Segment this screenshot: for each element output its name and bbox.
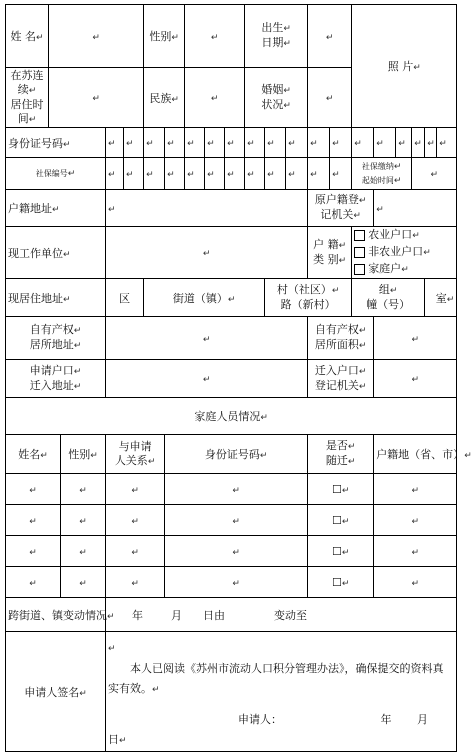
social-digit-box[interactable]: ↵ [308,158,330,190]
family-name-cell[interactable]: ↵ [6,474,61,505]
family-row [6,536,457,567]
family-relation-cell[interactable]: ↵ [106,567,165,598]
family-name-cell[interactable]: ↵ [6,505,61,536]
family-row [6,474,457,505]
declaration-box[interactable]: ↵ 本人已阅读《苏州市流动人口积分管理办法》，确保提交的资料真实有效。↵ 申请人： 年 月 日↵ [106,632,457,752]
original-registration-field[interactable]: ↵ [374,190,457,227]
family-household-header: 户籍地（省、市）↵ [374,435,457,474]
family-name-cell[interactable]: ↵ [6,567,61,598]
id-digit-box[interactable]: ↵ [124,128,144,158]
district-label: 区 [106,279,144,317]
social-digit-box[interactable]: ↵ [144,158,165,190]
move-authority-label: 迁入户口↵ 登记机关↵ [308,360,374,398]
id-digit-box[interactable]: ↵ [225,128,245,158]
residence-time-field[interactable]: ↵ [49,68,144,128]
gender-field[interactable]: ↵ [185,5,245,68]
family-follow-checkbox[interactable]: ☐↵ [308,567,374,598]
signature-line: 申请人： 年 月 [238,713,429,726]
family-follow-checkbox[interactable]: ☐↵ [308,536,374,567]
property-area-label: 自有产权↵ 居所面积↵ [308,317,374,360]
family-gender-cell[interactable]: ↵ [61,474,106,505]
id-digit-box[interactable]: ↵ [265,128,286,158]
family-id-cell[interactable]: ↵ [165,474,308,505]
id-digit-box[interactable]: ↵ [437,128,457,158]
id-digit-box[interactable]: ↵ [396,128,412,158]
family-household-cell[interactable]: ↵ [374,474,457,505]
id-digit-box[interactable]: ↵ [308,128,330,158]
name-label: 姓 名↵ [6,5,49,68]
village-label: 村（社区）↵ 路（新村） [265,279,352,317]
current-address-label: 现居住地址↵ [6,279,106,317]
move-address-field[interactable]: ↵ [106,360,308,398]
id-digit-box[interactable]: ↵ [245,128,265,158]
checkbox-icon[interactable] [354,247,365,258]
marital-field[interactable]: ↵ [308,68,352,128]
family-follow-checkbox[interactable]: ☐↵ [308,474,374,505]
ethnicity-label: 民族↵ [144,68,185,128]
id-digit-box[interactable]: ↵ [352,128,374,158]
residence-time-label: 在苏连续↵ 居住时间↵ [6,68,49,128]
social-digit-box[interactable]: ↵ [165,158,185,190]
social-digit-box[interactable]: ↵ [205,158,225,190]
id-number-label: 身份证号码↵ [6,128,106,158]
original-registration-label: 原户籍登↵ 记机关↵ [308,190,374,227]
family-relation-cell[interactable]: ↵ [106,474,165,505]
unit-label: 组↵ 幢（号） [352,279,425,317]
social-security-label: 社保编号↵ [6,158,106,190]
social-digit-box[interactable]: ↵ [245,158,265,190]
birth-label: 出生↵ 日期↵ [245,5,308,68]
family-gender-cell[interactable]: ↵ [61,567,106,598]
family-relation-header: 与申请 人关系↵ [106,435,165,474]
declaration-text: 本人已阅读《苏州市流动人口积分管理办法》，确保提交的资料真实有效。↵ [108,662,444,695]
social-digit-box[interactable]: ↵ [286,158,308,190]
id-digit-box[interactable]: ↵ [412,128,425,158]
family-row [6,505,457,536]
household-address-field[interactable]: ↵ [106,190,308,227]
own-property-address-field[interactable]: ↵ [106,317,308,360]
workplace-field[interactable]: ↵ [106,227,308,279]
id-digit-box[interactable]: ↵ [205,128,225,158]
workplace-label: 现工作单位↵ [6,227,106,279]
id-digit-box[interactable]: ↵ [144,128,165,158]
property-area-field[interactable]: ↵ [374,317,457,360]
social-digit-box[interactable]: ↵ [330,158,352,190]
signature-day: 日↵ [108,733,127,746]
street-label: 街道（镇）↵ [144,279,265,317]
family-relation-cell[interactable]: ↵ [106,536,165,567]
photo-box: 照 片↵ [352,5,457,128]
social-payment-field[interactable]: ↵ [412,158,457,190]
family-gender-cell[interactable]: ↵ [61,536,106,567]
move-authority-field[interactable]: ↵ [374,360,457,398]
application-form [5,4,472,752]
family-gender-header: 性别↵ [61,435,106,474]
id-digit-box[interactable]: ↵ [165,128,185,158]
household-address-label: 户籍地址↵ [6,190,106,227]
family-id-header: 身份证号码↵ [165,435,308,474]
option-family-household[interactable]: 家庭户↵ [354,261,454,278]
change-label: 跨街道、镇变动情况↵ [6,598,106,632]
move-address-label: 申请户口↵ 迁入地址↵ [6,360,106,398]
own-property-address-label: 自有产权↵ 居所地址↵ [6,317,106,360]
social-digit-box[interactable]: ↵ [106,158,124,190]
option-agricultural[interactable]: 农业户口↵ [354,227,454,244]
family-name-header: 姓名↵ [6,435,61,474]
family-follow-checkbox[interactable]: ☐↵ [308,505,374,536]
family-gender-cell[interactable]: ↵ [61,505,106,536]
family-relation-cell[interactable]: ↵ [106,505,165,536]
id-digit-box[interactable]: ↵ [106,128,124,158]
checkbox-icon[interactable] [354,264,365,275]
social-digit-box[interactable]: ↵ [265,158,286,190]
id-digit-box[interactable]: ↵ [286,128,308,158]
checkbox-icon[interactable] [354,230,365,241]
family-id-cell[interactable]: ↵ [165,536,308,567]
id-digit-box[interactable]: ↵ [374,128,396,158]
gender-label: 性别↵ [144,5,185,68]
family-household-cell[interactable]: ↵ [374,505,457,536]
social-digit-box[interactable]: ↵ [185,158,205,190]
family-name-cell[interactable]: ↵ [6,536,61,567]
household-type-options [352,227,457,279]
social-digit-box[interactable]: ↵ [225,158,245,190]
family-household-cell[interactable]: ↵ [374,536,457,567]
ethnicity-field[interactable]: ↵ [185,68,245,128]
id-digit-box[interactable]: ↵ [425,128,437,158]
social-payment-label: 社保缴纳↵ 起始时间↵ [352,158,412,190]
id-digit-box[interactable]: ↵ [330,128,352,158]
family-section-title: 家庭人员情况↵ [6,398,457,435]
family-row [6,567,457,598]
room-label: 室↵ [425,279,457,317]
applicant-signature-label: 申请人签名↵ [6,632,106,752]
family-id-cell[interactable]: ↵ [165,567,308,598]
option-non-agricultural[interactable]: 非农业户口↵ [354,244,454,261]
change-field[interactable]: 年 月 日由 变动至 [106,598,457,632]
family-household-cell[interactable]: ↵ [374,567,457,598]
id-digit-box[interactable]: ↵ [185,128,205,158]
name-field[interactable]: ↵ [49,5,144,68]
marital-label: 婚姻↵ 状况↵ [245,68,308,128]
household-type-label: 户 籍↵ 类 别↵ [308,227,352,279]
family-follow-header: 是否↵ 随迁↵ [308,435,374,474]
birth-field[interactable]: ↵ [308,5,352,68]
family-id-cell[interactable]: ↵ [165,505,308,536]
social-digit-box[interactable]: ↵ [124,158,144,190]
